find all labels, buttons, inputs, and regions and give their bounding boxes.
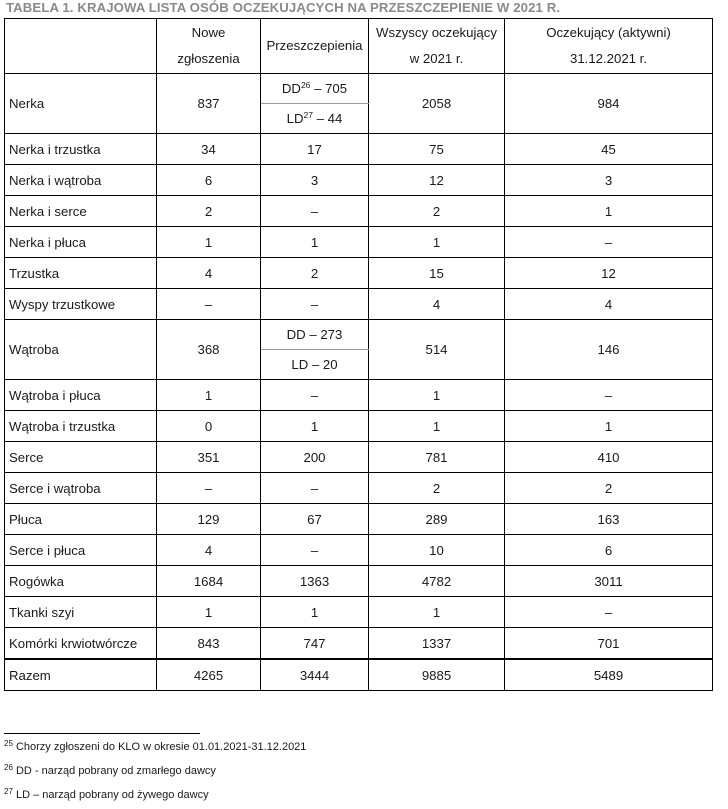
row-all: 1 (369, 380, 505, 411)
table-row (5, 597, 713, 628)
row-active: 410 (505, 442, 713, 473)
row-transplants: 1 (261, 411, 369, 442)
table-row (5, 535, 713, 566)
table-row (5, 566, 713, 597)
table-row (5, 628, 713, 660)
table-row (5, 380, 713, 411)
table-row (5, 442, 713, 473)
total-transplants: 3444 (261, 659, 369, 691)
row-all: 75 (369, 134, 505, 165)
footnote-separator (4, 733, 200, 734)
row-transplants: – (261, 473, 369, 504)
row-all: 1 (369, 227, 505, 258)
header-all-waiting-line2: w 2021 r. (409, 51, 464, 66)
row-transplants: – (261, 535, 369, 566)
row-all: 514 (369, 320, 505, 380)
row-new: 1 (157, 227, 261, 258)
row-new: 129 (157, 504, 261, 535)
row-name: Rogówka (5, 566, 157, 597)
row-transplants: 1363 (261, 566, 369, 597)
table-row-nerka (5, 74, 713, 104)
waiting-list-table (4, 18, 713, 691)
ld-value: – 44 (312, 111, 343, 126)
dd-footnote-ref: 26 (300, 80, 311, 90)
row-new: 4 (157, 258, 261, 289)
row-active: 163 (505, 504, 713, 535)
row-new: 1684 (157, 566, 261, 597)
row-active: 3 (505, 165, 713, 196)
row-name: Wyspy trzustkowe (5, 289, 157, 320)
row-all: 2058 (369, 74, 505, 134)
row-transplants: – (261, 289, 369, 320)
row-all: 289 (369, 504, 505, 535)
header-organ (5, 19, 157, 74)
header-all-waiting-line1: Wszyscy oczekujący (376, 25, 497, 40)
total-new: 4265 (157, 659, 261, 691)
row-name: Wątroba i płuca (5, 380, 157, 411)
total-active: 5489 (505, 659, 713, 691)
footnote-number: 27 (4, 787, 13, 796)
header-new-registrations-line2: zgłoszenia (177, 51, 240, 66)
row-transplants-dd (261, 74, 369, 104)
header-active-waiting-line1: Oczekujący (aktywni) (546, 25, 671, 40)
row-all: 1 (369, 597, 505, 628)
total-all: 9885 (369, 659, 505, 691)
row-name: Wątroba i trzustka (5, 411, 157, 442)
row-active: 45 (505, 134, 713, 165)
row-new: 351 (157, 442, 261, 473)
row-transplants: – (261, 380, 369, 411)
footnote-27 (4, 789, 209, 801)
ld-label: LD (286, 111, 304, 126)
row-new: 368 (157, 320, 261, 380)
table-title: TABELA 1. KRAJOWA LISTA OSÓB OCZEKUJĄCYCH NA PRZESZCZEPIENIE W 2021 R. (6, 0, 561, 15)
row-all: 781 (369, 442, 505, 473)
total-label: Razem (5, 659, 157, 691)
row-transplants: – (261, 196, 369, 227)
row-new: – (157, 473, 261, 504)
row-name: Serce i płuca (5, 535, 157, 566)
row-transplants: 1 (261, 227, 369, 258)
ld-footnote-ref: 27 (303, 110, 313, 120)
header-all-waiting (369, 19, 505, 74)
table-row (5, 165, 713, 196)
header-new-registrations-line1: Nowe (191, 25, 226, 40)
row-all: 2 (369, 196, 505, 227)
footnote-25 (4, 741, 306, 753)
row-name: Nerka i serce (5, 196, 157, 227)
row-active: 701 (505, 628, 713, 660)
table-row (5, 504, 713, 535)
row-new: – (157, 289, 261, 320)
table-row (5, 196, 713, 227)
row-active: 2 (505, 473, 713, 504)
row-active: 6 (505, 535, 713, 566)
row-name: Trzustka (5, 258, 157, 289)
row-new: 2 (157, 196, 261, 227)
dd-label: DD (281, 81, 301, 96)
row-new: 837 (157, 74, 261, 134)
row-name: Serce i wątroba (5, 473, 157, 504)
row-active: 146 (505, 320, 713, 380)
row-transplants-ld: LD – 20 (261, 350, 369, 380)
table-row-total (5, 659, 713, 691)
row-name: Płuca (5, 504, 157, 535)
table-row (5, 411, 713, 442)
row-name: Nerka i płuca (5, 227, 157, 258)
table-row (5, 134, 713, 165)
row-active: 3011 (505, 566, 713, 597)
row-name: Nerka i wątroba (5, 165, 157, 196)
header-new-registrations (157, 19, 261, 74)
table-row (5, 227, 713, 258)
row-name: Wątroba (5, 320, 157, 380)
row-new: 1 (157, 597, 261, 628)
row-name: Serce (5, 442, 157, 473)
row-name: Tkanki szyi (5, 597, 157, 628)
row-all: 1337 (369, 628, 505, 660)
dd-value: – 705 (310, 81, 348, 96)
row-all: 2 (369, 473, 505, 504)
row-transplants: 67 (261, 504, 369, 535)
row-name: Komórki krwiotwórcze (5, 628, 157, 660)
row-active: 1 (505, 411, 713, 442)
header-active-waiting (505, 19, 713, 74)
table-row (5, 473, 713, 504)
row-new: 4 (157, 535, 261, 566)
row-new: 34 (157, 134, 261, 165)
header-transplants: Przeszczepienia (261, 19, 369, 74)
row-active: 12 (505, 258, 713, 289)
row-transplants: 17 (261, 134, 369, 165)
row-new: 0 (157, 411, 261, 442)
footnote-text: Chorzy zgłoszeni do KLO w okresie 01.01.2021-31.12.2021 (12, 741, 307, 753)
row-all: 15 (369, 258, 505, 289)
footnote-text: LD – narząd pobrany od żywego dawcy (12, 789, 209, 801)
row-all: 4782 (369, 566, 505, 597)
footnote-number: 26 (4, 763, 13, 772)
row-transplants: 1 (261, 597, 369, 628)
header-active-waiting-line2: 31.12.2021 r. (570, 51, 647, 66)
row-transplants: 2 (261, 258, 369, 289)
row-active: 4 (505, 289, 713, 320)
row-all: 4 (369, 289, 505, 320)
row-transplants-dd: DD – 273 (261, 320, 369, 350)
row-transplants: 200 (261, 442, 369, 473)
row-name: Nerka i trzustka (5, 134, 157, 165)
row-active: 1 (505, 196, 713, 227)
row-active: – (505, 227, 713, 258)
row-all: 12 (369, 165, 505, 196)
row-active: – (505, 597, 713, 628)
row-transplants: 747 (261, 628, 369, 660)
table-row (5, 258, 713, 289)
row-all: 10 (369, 535, 505, 566)
footnote-26 (4, 765, 216, 777)
row-transplants-ld (261, 104, 369, 134)
table-row-watroba (5, 320, 713, 350)
row-new: 6 (157, 165, 261, 196)
row-active: 984 (505, 74, 713, 134)
table-row (5, 289, 713, 320)
row-new: 1 (157, 380, 261, 411)
row-new: 843 (157, 628, 261, 660)
footnote-number: 25 (4, 739, 13, 748)
row-all: 1 (369, 411, 505, 442)
row-transplants: 3 (261, 165, 369, 196)
header-row (5, 19, 713, 74)
footnote-text: DD - narząd pobrany od zmarłego dawcy (12, 765, 216, 777)
row-name: Nerka (5, 74, 157, 134)
row-active: – (505, 380, 713, 411)
